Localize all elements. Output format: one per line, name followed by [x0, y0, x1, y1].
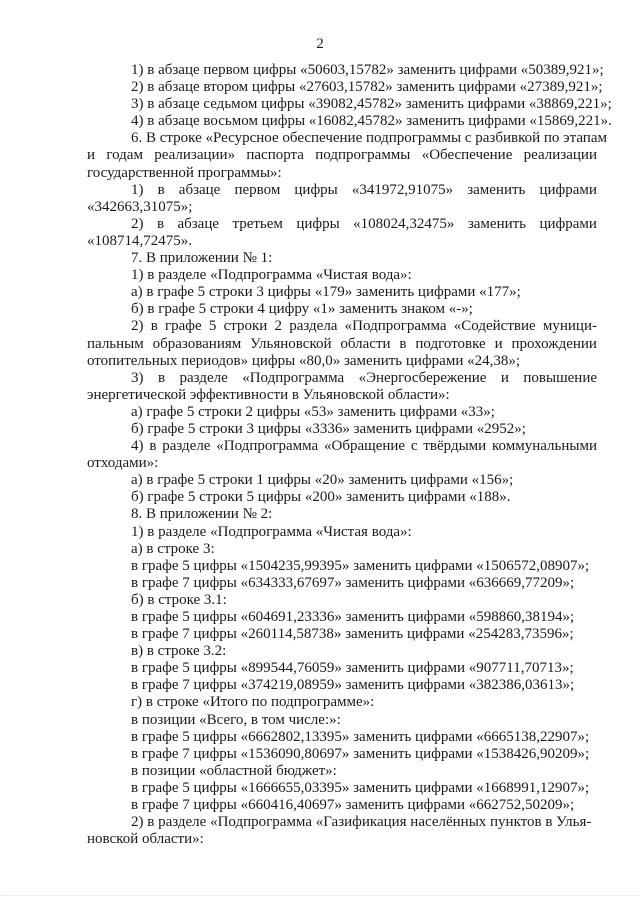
text-line: 7. В приложении № 1:	[131, 250, 273, 267]
text-line: в графе 5 цифры «1504235,99395» заменить цифрами «1506572,08907»;	[131, 557, 590, 574]
text-line: в графе 7 цифры «634333,67697» заменить цифрами «636669,77209»;	[131, 574, 575, 591]
text-line: а) в строке 3:	[131, 540, 215, 557]
text-line: б) графе 5 строки 3 цифры «3336» заменить цифрами «2952»;	[131, 420, 526, 437]
text-line: 1) в абзаце первом цифры «50603,15782» заменить цифрами «50389,921»;	[131, 62, 604, 78]
text-line: 8. В приложении № 2:	[131, 506, 273, 523]
text-line: в графе 5 цифры «899544,76059» заменить цифрами «907711,70713»;	[131, 660, 574, 677]
text-line: 2) в графе 5 строки 2 раздела «Подпрограмма «Содействие муници-	[131, 318, 597, 335]
text-line: государственной программы»:	[87, 164, 282, 181]
text-line: отопительных периодов» цифры «80,0» заменить цифрами «24,38»;	[87, 352, 521, 369]
text-line: пальным образованиям Ульяновской области в подготовке и прохождении	[87, 335, 597, 352]
text-line: 2) в абзаце втором цифры «27603,15782» заменить цифрами «27389,921»;	[131, 79, 603, 96]
document-body	[87, 62, 612, 848]
text-line: а) графе 5 строки 2 цифры «53» заменить цифрами «33»;	[131, 403, 495, 420]
text-line: б) графе 5 строки 5 цифры «200» заменить цифрами «188».	[131, 489, 511, 506]
text-line: 1) в разделе «Подпрограмма «Чистая вода»:	[131, 523, 412, 540]
text-line: «108714,72475».	[87, 232, 192, 249]
text-line: 2) в разделе «Подпрограмма «Газификация населённых пунктов в Улья-	[131, 814, 592, 831]
text-line: в позиции «Всего, в том числе:»:	[131, 711, 341, 728]
text-line: 2) в абзаце третьем цифры «108024,32475» заменить цифрами	[131, 215, 597, 232]
text-line: отходами»:	[87, 455, 159, 472]
text-line: б) в графе 5 строки 4 цифру «1» заменить знаком «-»;	[131, 301, 473, 318]
text-line: б) в строке 3.1:	[131, 591, 227, 608]
text-line: а) в графе 5 строки 3 цифры «179» заменить цифрами «177»;	[131, 284, 521, 301]
text-line: 3) в абзаце седьмом цифры «39082,45782» заменить цифрами «38869,221»;	[131, 96, 612, 113]
text-line: в графе 7 цифры «374219,08959» заменить цифрами «382386,03613»;	[131, 677, 575, 694]
scan-edge-artifact	[0, 895, 640, 899]
text-line: 4) в абзаце восьмом цифры «16082,45782» заменить цифрами «15869,221».	[131, 113, 612, 130]
text-line: г) в строке «Итого по подпрограмме»:	[131, 694, 375, 711]
text-line: а) в графе 5 строки 1 цифры «20» заменить цифрами «156»;	[131, 472, 514, 489]
text-line: в графе 5 цифры «6662802,13395» заменить цифрами «6665138,22907»;	[131, 728, 590, 745]
text-line: 4) в разделе «Подпрограмма «Обращение с твёрдыми коммунальными	[131, 438, 597, 455]
text-line: 6. В строке «Ресурсное обеспечение подпрограммы с разбивкой по этапам	[131, 130, 607, 147]
text-line: в) в строке 3.2:	[131, 643, 227, 660]
text-line: в графе 7 цифры «660416,40697» заменить цифрами «662752,50209»;	[131, 797, 575, 814]
page-number: 2	[316, 36, 324, 52]
text-line: 1) в абзаце первом цифры «341972,91075» заменить цифрами	[131, 181, 597, 198]
text-line: в графе 5 цифры «604691,23336» заменить цифрами «598860,38194»;	[131, 609, 575, 625]
text-line: в графе 5 цифры «1666655,03395» заменить цифрами «1668991,12907»;	[131, 779, 590, 796]
text-line: новской области»:	[87, 831, 204, 848]
text-line: «342663,31075»;	[87, 198, 193, 215]
text-line: в графе 7 цифры «1536090,80697» заменить цифрами «1538426,90209»;	[131, 745, 590, 762]
text-line: 1) в разделе «Подпрограмма «Чистая вода»:	[131, 267, 412, 284]
text-line: в позиции «областной бюджет»:	[131, 762, 337, 779]
text-line: 3) в разделе «Подпрограмма «Энергосбережение и повышение	[131, 369, 597, 386]
text-line: в графе 7 цифры «260114,58738» заменить цифрами «254283,73596»;	[131, 626, 574, 643]
text-line: энергетической эффективности в Ульяновской области»:	[87, 386, 450, 403]
text-line: и годам реализации» паспорта подпрограммы «Обеспечение реализации	[87, 147, 597, 164]
